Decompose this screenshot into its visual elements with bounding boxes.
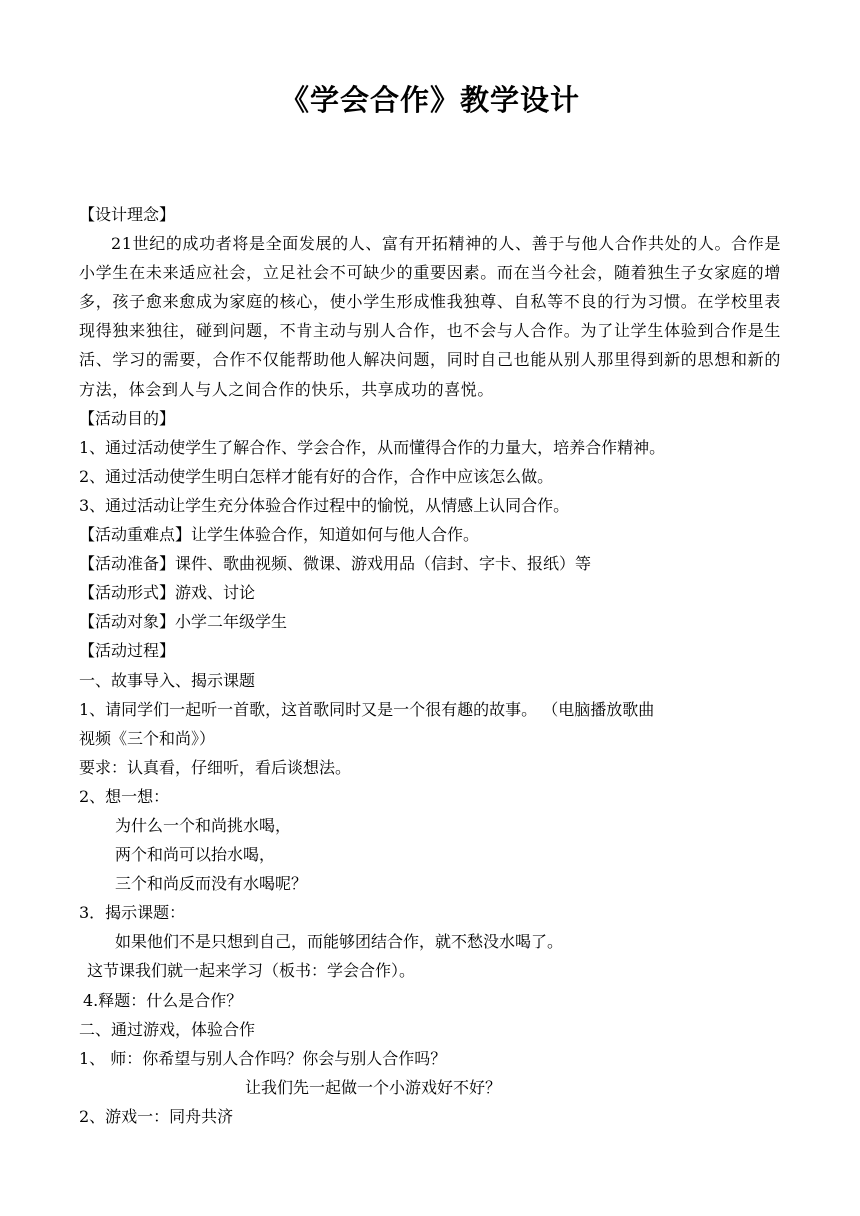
part1-step1-line1: 1、请同学们一起听一首歌，这首歌同时又是一个很有趣的故事。 （电脑播放歌曲 bbox=[79, 699, 655, 719]
key-point: 【活动重难点】让学生体验合作，知道如何与他人合作。 bbox=[79, 525, 480, 545]
activity-form: 【活动形式】游戏、讨论 bbox=[79, 583, 256, 603]
part1-step3: 3．揭示课题： bbox=[79, 903, 186, 923]
part2-step1-line2: 让我们先一起做一个小游戏好不好？ bbox=[245, 1077, 502, 1097]
part1-heading: 一、故事导入、揭示课题 bbox=[79, 670, 256, 690]
activity-audience: 【活动对象】小学二年级学生 bbox=[79, 612, 288, 632]
part1-step3-text: 如果他们不是只想到自己，而能够团结合作，就不愁没水喝了。 bbox=[115, 932, 564, 952]
part1-step4: 4.释题：什么是合作？ bbox=[83, 990, 243, 1010]
part1-requirement: 要求：认真看，仔细听，看后谈想法。 bbox=[79, 757, 352, 777]
document-body bbox=[79, 200, 781, 1131]
goal-item-3: 3、通过活动让学生充分体验合作过程中的愉悦，从情感上认同合作。 bbox=[79, 495, 570, 515]
goal-item-2: 2、通过活动使学生明白怎样才能有好的合作，合作中应该怎么做。 bbox=[79, 466, 554, 486]
part1-question-2: 两个和尚可以抬水喝， bbox=[115, 845, 276, 865]
goal-heading: 【活动目的】 bbox=[79, 408, 176, 428]
design-concept-heading: 【设计理念】 bbox=[79, 205, 176, 224]
part2-step1: 1、 师：你希望与别人合作吗？你会与别人合作吗？ bbox=[79, 1048, 447, 1068]
process-heading: 【活动过程】 bbox=[79, 641, 176, 661]
part1-question-1: 为什么一个和尚挑水喝， bbox=[115, 815, 292, 835]
part1-question-3: 三个和尚反而没有水喝呢？ bbox=[115, 874, 308, 894]
part1-step1-line2: 视频《三个和尚》） bbox=[79, 728, 216, 748]
part2-heading: 二、通过游戏，体验合作 bbox=[79, 1019, 256, 1039]
goal-item-1: 1、通过活动使学生了解合作、学会合作，从而懂得合作的力量大，培养合作精神。 bbox=[79, 437, 666, 457]
preparation: 【活动准备】课件、歌曲视频、微课、游戏用品（信封、字卡、报纸）等 bbox=[79, 554, 592, 574]
part2-step2: 2、游戏一：同舟共济 bbox=[79, 1106, 234, 1126]
part1-step3-text2: 这节课我们就一起来学习（板书：学会合作）。 bbox=[87, 961, 416, 981]
document-title: 《学会合作》教学设计 bbox=[279, 83, 580, 117]
part1-step2: 2、想一想： bbox=[79, 786, 170, 806]
design-concept-paragraph: 21世纪的成功者将是全面发展的人、富有开拓精神的人、善于与他人合作共处的人。合作是小学生在未来适应社会，立足社会不可缺少的重要因素。而在当今社会，随着独生子女家庭的增多，孩子愈来愈成为家庭的核心，使小学生形成惟我独尊、自私等不良的行为习惯。在学校里表现得独来独往，碰到问题，不肯主动与别人合作，也不会与人合作。为了让学生体验到合作是生活、学习的需要，合作不仅能帮助他人解决问题，同时自己也能从别人那里得到新的思想和新的方法，体会到人与人之间合作的快乐，共享成功的喜悦。 bbox=[79, 234, 781, 399]
